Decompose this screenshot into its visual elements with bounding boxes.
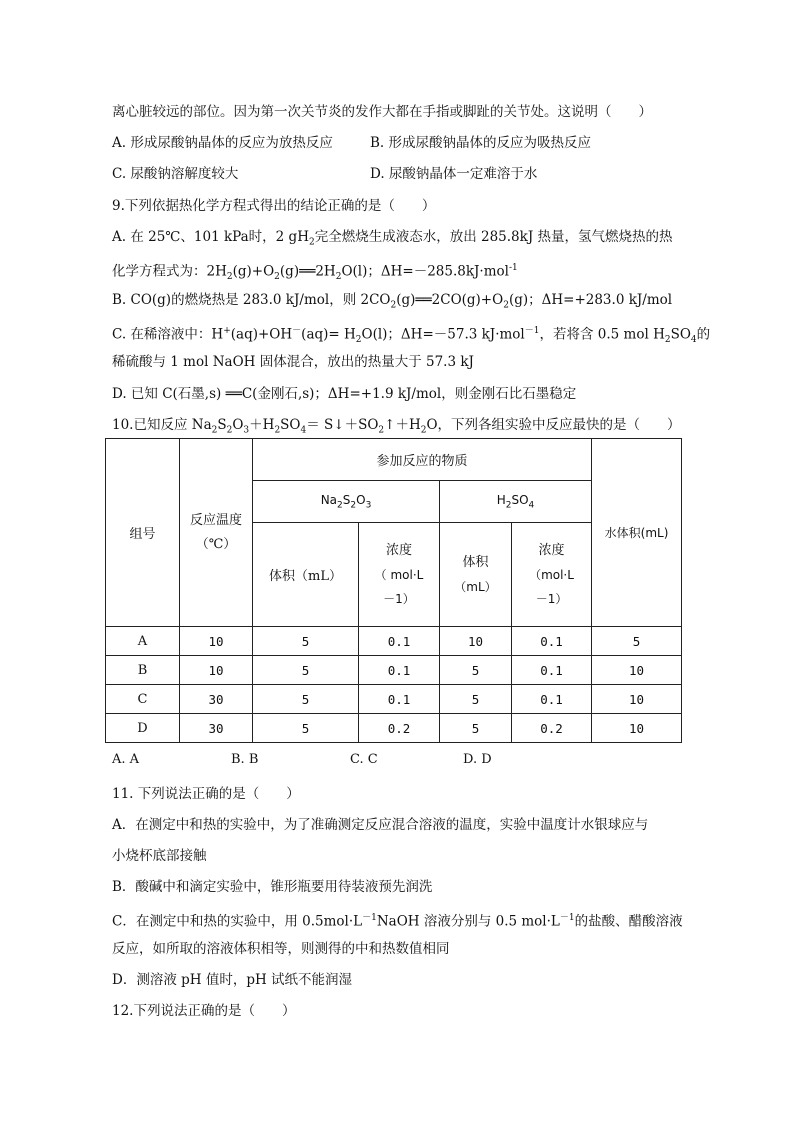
- table-cell: 30: [180, 714, 253, 743]
- table-row: [106, 627, 682, 656]
- header-conc-2: 浓度 （mol·L －1）: [512, 523, 592, 627]
- table-cell: 5: [440, 685, 512, 714]
- q8-stem-tail: 离心脏较远的部位。因为第一次关节炎的发作大都在手指或脚趾的关节处。这说明（ ）: [112, 104, 652, 120]
- table-cell: 0.1: [359, 656, 440, 685]
- header-volume-2: 体积 （mL）: [440, 523, 512, 627]
- table-cell: 0.2: [359, 714, 440, 743]
- table-cell: 10: [180, 656, 253, 685]
- q11-option-c-line1: C．在测定中和热的实验中，用 $0.5mol\cdot L^{-1}NaOH$ 溶液分别与 0.5 $mol\cdot L^{-1}$的盐酸、醋酸溶液: [112, 913, 683, 930]
- table-cell: 10: [592, 714, 682, 743]
- table-cell: B: [106, 656, 180, 685]
- table-cell: 5: [440, 656, 512, 685]
- q11-option-d: D．测溶液 pH 值时，pH 试纸不能润湿: [112, 972, 353, 988]
- q11-option-a-line2: 小烧杯底部接触: [112, 848, 207, 864]
- table-cell: 5: [253, 627, 359, 656]
- q9-option-b: B. CO(g)的燃烧热是 283.0 kJ/mol，则 $2CO_2(g)══2CO(g)+O_2(g)$；ΔH=+283.0 kJ/mol: [112, 292, 673, 311]
- q8-option-c: C. 尿酸钠溶解度较大: [112, 166, 239, 182]
- table-cell: 0.2: [512, 714, 592, 743]
- q11-option-c-line2: 反应，如所取的溶液体积相等，则测得的中和热数值相同: [112, 941, 450, 957]
- table-cell: 5: [253, 714, 359, 743]
- table-cell: 10: [440, 627, 512, 656]
- q8-option-b: B. 形成尿酸钠晶体的反应为吸热反应: [370, 135, 592, 151]
- table-cell: A: [106, 627, 180, 656]
- table-cell: 0.1: [512, 627, 592, 656]
- table-cell: 10: [180, 627, 253, 656]
- q10-answer-a: A. A: [112, 752, 140, 767]
- header-reactants: 参加反应的物质: [253, 439, 592, 481]
- experiment-table: [105, 438, 682, 743]
- q10-stem: 10.已知反应 $Na_2S_2O_3+H_2SO_4=$ $S↓+SO_2↑+H_2O$，下列各组实验中反应最快的是（ ）: [112, 417, 681, 436]
- q9-option-c-line1: C. 在稀溶液中：$H^+(aq)+OH^-(aq)= H_2O(l)$；ΔH=－57.3 kJ·mol$^{-1}$，若将含 0.5 mol $H_2SO_4$的: [112, 326, 711, 346]
- q11-option-b: B．酸碱中和滴定实验中，锥形瓶要用待装液预先润洗: [112, 879, 433, 895]
- table-row: [106, 714, 682, 743]
- table-cell: 0.1: [359, 685, 440, 714]
- q8-option-d: D. 尿酸钠晶体一定难溶于水: [370, 166, 538, 182]
- table-cell: 10: [592, 656, 682, 685]
- table-cell: 10: [592, 685, 682, 714]
- q9-option-c-line2: 稀硫酸与 1 mol NaOH 固体混合，放出的热量大于 57.3 kJ: [112, 354, 474, 370]
- table-cell: 0.1: [359, 627, 440, 656]
- q9-option-d: D. 已知 C(石墨,s) ══C(金刚石,s)；ΔH=+1.9 kJ/mol，则金刚石比石墨稳定: [112, 386, 577, 402]
- q8-option-row-1: [112, 133, 592, 153]
- q9-stem: 9.下列依据热化学方程式得出的结论正确的是（ ）: [112, 198, 436, 214]
- table-cell: 5: [253, 685, 359, 714]
- table-cell: D: [106, 714, 180, 743]
- table-cell: 5: [592, 627, 682, 656]
- table-cell: 0.1: [512, 656, 592, 685]
- table-row: [106, 685, 682, 714]
- table-cell: 5: [440, 714, 512, 743]
- table-row: [106, 656, 682, 685]
- header-conc-1: 浓度 （ mol·L －1）: [359, 523, 440, 627]
- header-group: 组号: [106, 439, 180, 627]
- q10-answer-c: C. C: [350, 752, 378, 767]
- header-h2so4: $H_2SO_4$: [440, 481, 592, 523]
- q9-option-a-line1: A. 在 25℃、101 kPa时，2 $gH_2$完全燃烧生成液态水，放出 285.8kJ 热量，氢气燃烧热的热: [112, 229, 673, 248]
- q8-option-a: A. 形成尿酸钠晶体的反应为放热反应: [112, 135, 333, 151]
- table-cell: 0.1: [512, 685, 592, 714]
- header-water: 水体积(mL): [592, 439, 682, 627]
- q9-option-a-line2: 化学方程式为：$2H_2(g)+O_2(g)══2H_2O(l)$；ΔH=－285.8kJ·mol$^{-1}$: [112, 263, 518, 283]
- q10-answer-d: D. D: [463, 752, 492, 767]
- q8-option-row-2: [112, 164, 538, 184]
- q11-stem: 11. 下列说法正确的是（ ）: [112, 786, 300, 802]
- table-cell: 30: [180, 685, 253, 714]
- header-na2s2o3: $Na_2S_2O_3$: [253, 481, 440, 523]
- q11-option-a-line1: A．在测定中和热的实验中，为了准确测定反应混合溶液的温度，实验中温度计水银球应与: [112, 817, 649, 833]
- q12-stem: 12.下列说法正确的是（ ）: [112, 1003, 296, 1019]
- header-temp: 反应温度 （℃）: [180, 439, 253, 627]
- q10-answer-b: B. B: [231, 752, 259, 767]
- header-volume-1: 体积（mL）: [253, 523, 359, 627]
- table-cell: C: [106, 685, 180, 714]
- table-cell: 5: [253, 656, 359, 685]
